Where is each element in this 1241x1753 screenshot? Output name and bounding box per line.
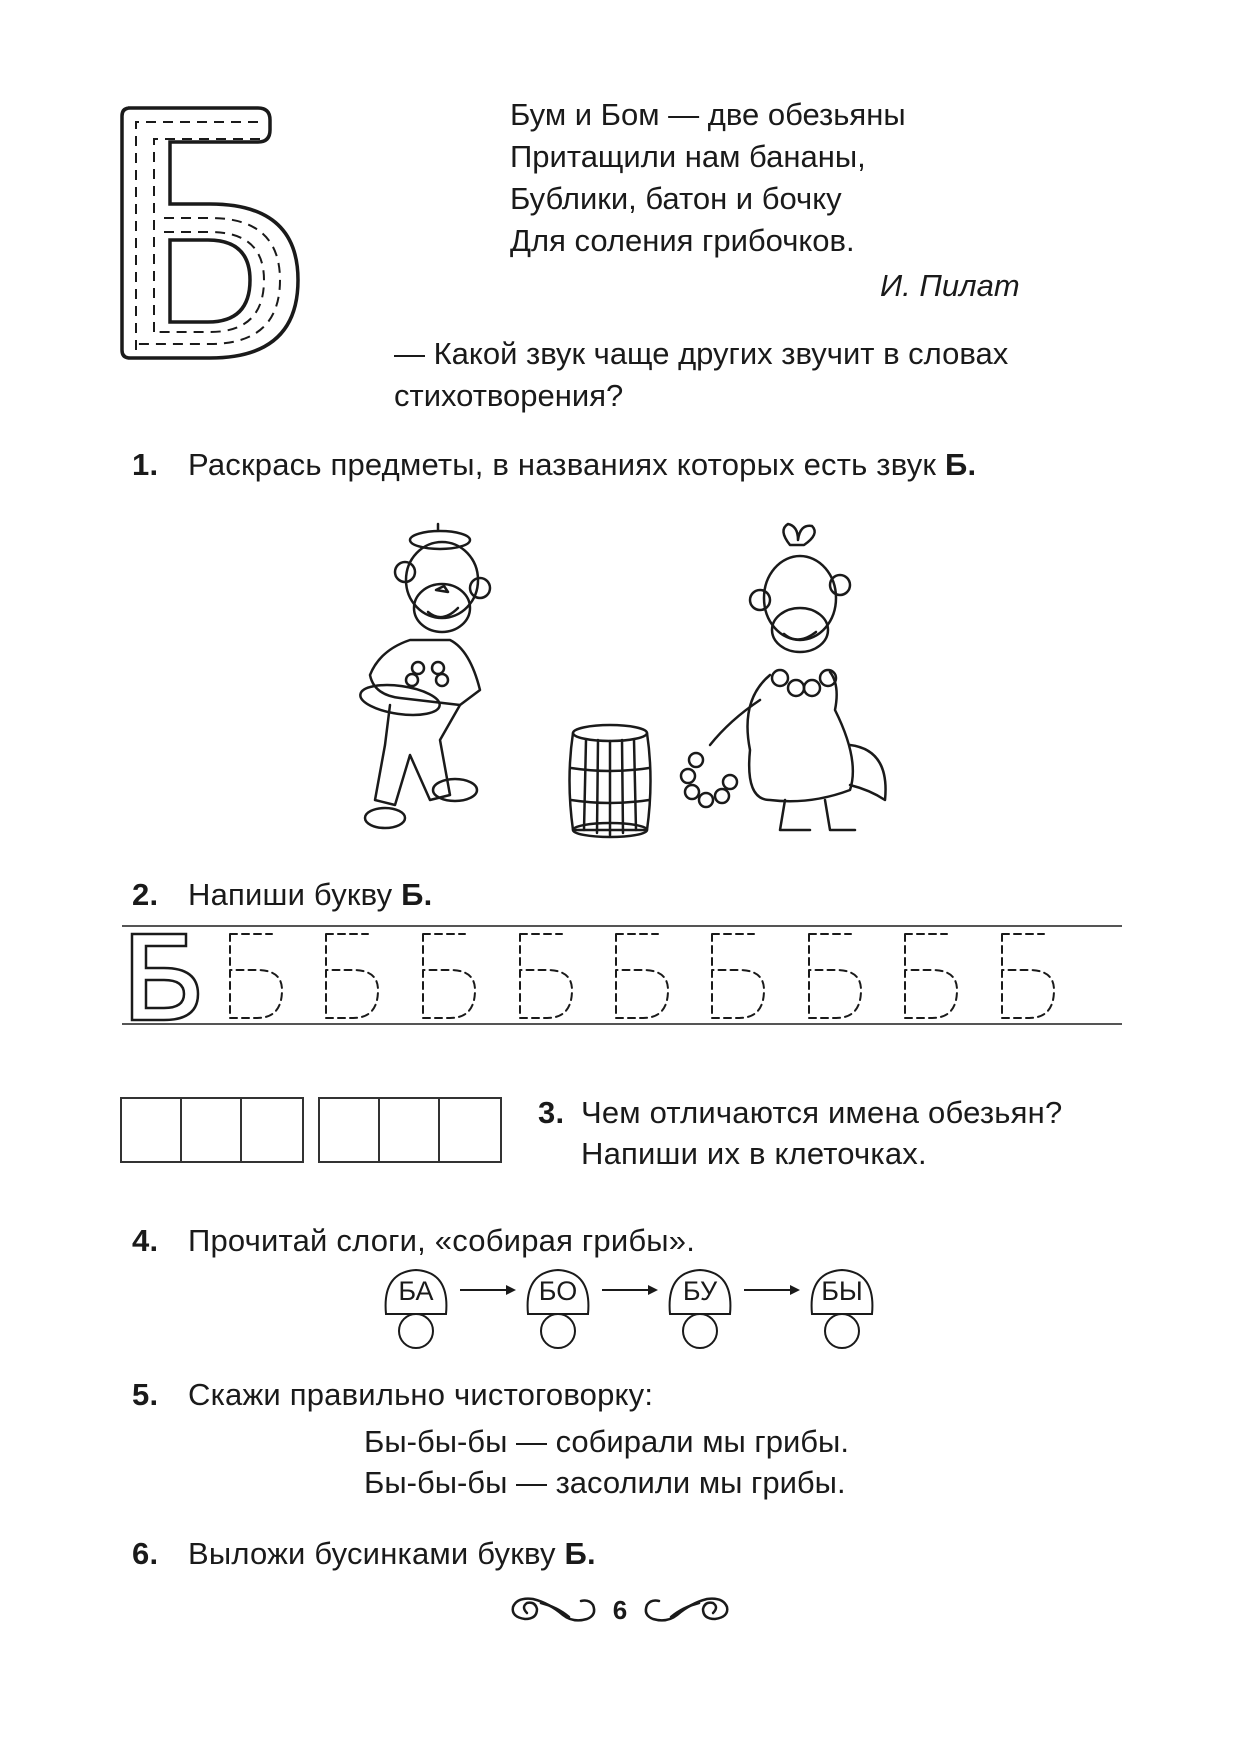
task-text-bold: Б.: [564, 1536, 596, 1571]
mushroom-syllable[interactable]: [380, 1268, 452, 1352]
task-text: Напиши их в клеточках.: [581, 1136, 927, 1171]
traced-letter-b-icons: [230, 934, 1054, 1018]
letter-cell[interactable]: [182, 1099, 242, 1161]
name-box-group-2: [318, 1097, 502, 1163]
letter-b-outline-icon: [118, 100, 318, 370]
task-1: [132, 444, 976, 485]
task-text-bold: Б.: [401, 877, 433, 912]
monkey-girl-icon: [681, 524, 886, 830]
task-text: Скажи правильно чистоговорку:: [188, 1377, 654, 1412]
task-5: [132, 1374, 653, 1415]
task-6: [132, 1533, 596, 1574]
poem-question: [394, 333, 1008, 417]
barrel-icon: [570, 725, 651, 837]
task-text: Прочитай слоги, «собирая грибы».: [188, 1223, 696, 1258]
flourish-left-icon: [507, 1593, 599, 1627]
name-box-group-1: [120, 1097, 304, 1163]
arrow-right-icon: [740, 1268, 802, 1308]
tongue-twister: [364, 1421, 849, 1503]
mushroom-syllable[interactable]: [664, 1268, 736, 1352]
syllable-label: БУ: [682, 1276, 718, 1306]
task-3: [538, 1092, 1062, 1174]
coloring-illustration[interactable]: [330, 500, 930, 840]
mushroom-syllable[interactable]: [806, 1268, 878, 1352]
poem-author: И. Пилат: [880, 268, 1020, 303]
poem: [510, 94, 906, 262]
arrow-right-icon: [456, 1268, 518, 1308]
poem-line: Бум и Бом — две обезьяны: [510, 97, 906, 132]
question-line: — Какой звук чаще других звучит в словах: [394, 336, 1009, 371]
letter-cell[interactable]: [122, 1099, 182, 1161]
poem-line: Для соления грибочков.: [510, 223, 855, 258]
syllable-label: БО: [538, 1276, 578, 1306]
letter-cell[interactable]: [320, 1099, 380, 1161]
task-number: 4.: [132, 1223, 159, 1258]
task-number: 1.: [132, 447, 159, 482]
task-text: Выложи бусинками букву: [188, 1536, 565, 1571]
flourish-right-icon: [641, 1593, 733, 1627]
monkey-boy-icon: [358, 524, 490, 828]
task-number: 6.: [132, 1536, 159, 1571]
poem-line: Притащили нам бананы,: [510, 139, 866, 174]
mushroom-syllable[interactable]: [522, 1268, 594, 1352]
task-2: [132, 874, 432, 915]
syllable-label: БЫ: [821, 1276, 863, 1306]
task-number: 2.: [132, 877, 159, 912]
tongue-twister-line: Бы-бы-бы — засолили мы грибы.: [364, 1465, 846, 1500]
copybook-row[interactable]: [122, 920, 1122, 1030]
task-4: [132, 1220, 695, 1261]
task-number: 5.: [132, 1377, 159, 1412]
letter-cell[interactable]: [380, 1099, 440, 1161]
page-footer: [480, 1588, 760, 1632]
letter-cell[interactable]: [242, 1099, 302, 1161]
task-text: Чем отличаются имена обезьян?: [581, 1095, 1063, 1130]
big-letter-b-tracing: [118, 100, 318, 370]
task-number: 3.: [538, 1095, 565, 1130]
syllable-mushroom-chain: [380, 1268, 878, 1352]
sample-letter-b-icon: [132, 934, 198, 1020]
letter-cell[interactable]: [440, 1099, 500, 1161]
task-text-bold: Б.: [944, 447, 977, 482]
page-number: 6: [612, 1594, 628, 1625]
poem-line: Бублики, батон и бочку: [510, 181, 842, 216]
syllable-label: БА: [398, 1276, 434, 1306]
tongue-twister-line: Бы-бы-бы — собирали мы грибы.: [364, 1424, 849, 1459]
question-line: стихотворения?: [394, 378, 624, 413]
task-text: Раскрась предметы, в названиях которых есть звук: [188, 447, 945, 482]
arrow-right-icon: [598, 1268, 660, 1308]
name-boxes: [120, 1097, 516, 1163]
task-text: Напиши букву: [188, 877, 402, 912]
